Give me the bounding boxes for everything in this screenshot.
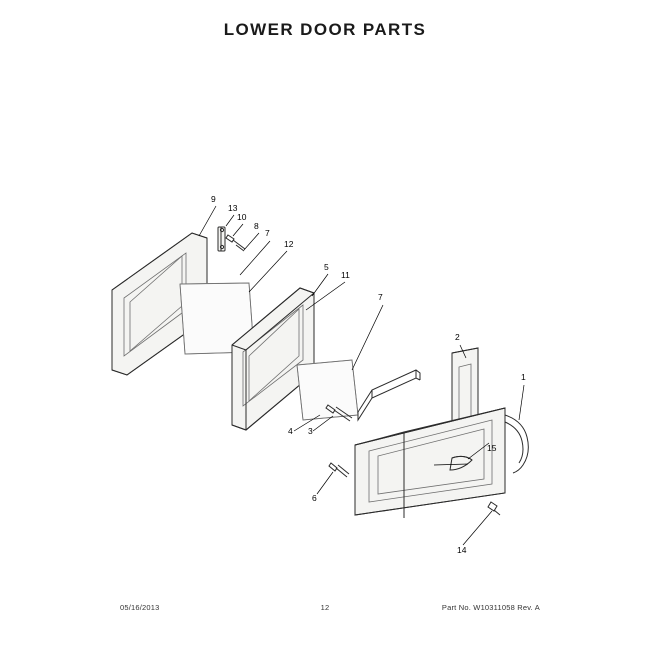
part-outer-door-assembly xyxy=(355,408,528,518)
callout-9: 9 xyxy=(211,194,216,204)
callout-14: 14 xyxy=(457,545,467,555)
callout-5: 5 xyxy=(324,262,329,272)
page-footer xyxy=(0,603,650,617)
callout-2: 2 xyxy=(455,332,460,342)
callout-1: 1 xyxy=(521,372,526,382)
page-title: LOWER DOOR PARTS xyxy=(223,20,427,39)
callout-13: 13 xyxy=(228,203,238,213)
callout-8: 8 xyxy=(254,221,259,231)
part-door-gasket xyxy=(358,370,420,420)
part-middle-glass xyxy=(297,360,358,420)
callout-6: 6 xyxy=(312,493,317,503)
part-screw-6 xyxy=(329,463,349,477)
callout-11: 11 xyxy=(341,270,350,280)
part-hinge-hardware xyxy=(218,227,245,251)
callout-7: 7 xyxy=(265,228,270,238)
diagram-canvas xyxy=(0,60,650,580)
callout-4: 4 xyxy=(288,426,293,436)
callout-15: 15 xyxy=(487,443,497,453)
callout-10: 10 xyxy=(237,212,247,222)
callout-3: 3 xyxy=(308,426,313,436)
footer-page-number: 12 xyxy=(320,603,330,612)
callout-7b: 7 xyxy=(378,292,383,302)
footer-date: 05/16/2013 xyxy=(120,603,160,612)
footer-part-number: Part No. W10311058 Rev. A xyxy=(441,603,540,612)
callout-12: 12 xyxy=(284,239,294,249)
